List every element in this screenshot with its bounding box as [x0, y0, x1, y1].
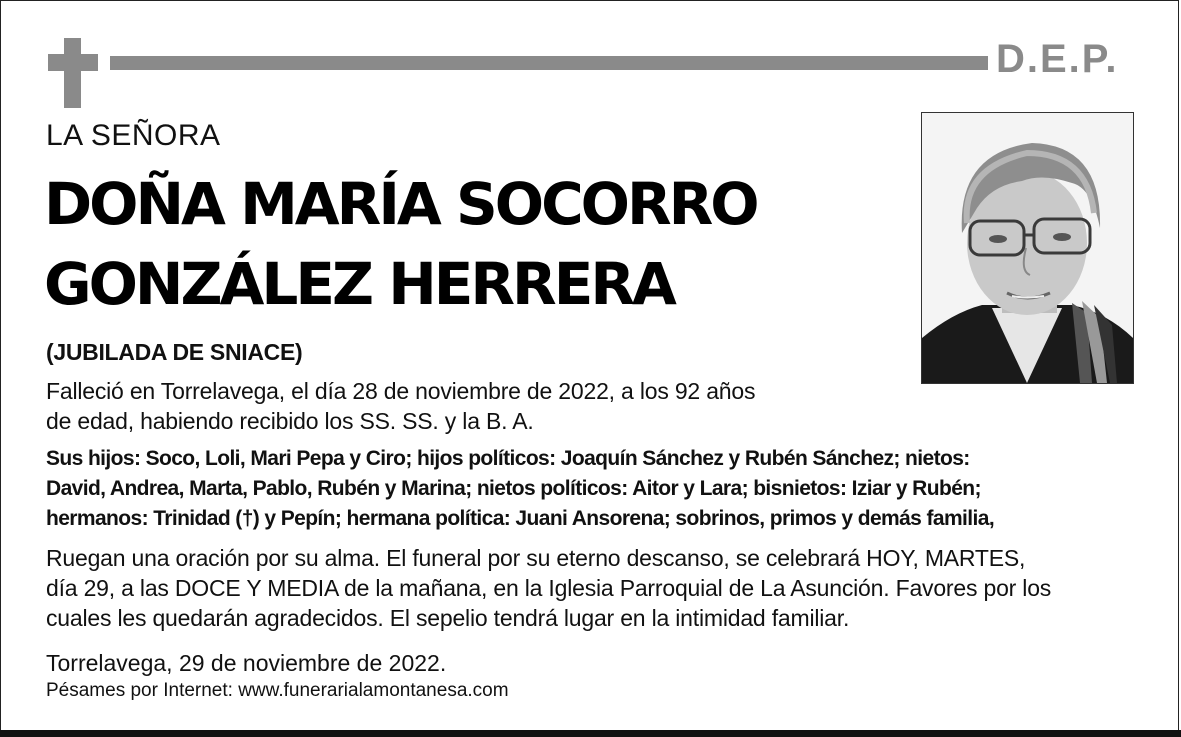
title-label: LA SEÑORA [46, 119, 221, 152]
funeral-details [46, 543, 1051, 633]
cross-icon-vertical [64, 38, 81, 108]
family-line: David, Andrea, Marta, Pablo, Rubén y Marina; nietos políticos: Aitor y Lara; bisnietos: Iziar y Rubén; [46, 477, 981, 500]
funeral-line: día 29, a las DOCE Y MEDIA de la mañana, en la Iglesia Parroquial de La Asunción. Favores por los [46, 575, 1052, 601]
dep-label: D.E.P. [996, 37, 1119, 81]
portrait-image [922, 113, 1133, 383]
bottom-border [0, 730, 1181, 737]
death-notice [46, 376, 755, 436]
death-notice-line: de edad, habiendo recibido los SS. SS. y la B. A. [46, 408, 534, 434]
death-notice-line: Falleció en Torrelavega, el día 28 de noviembre de 2022, a los 92 años [46, 378, 756, 404]
deceased-name-line2: GONZÁLEZ HERRERA [44, 250, 674, 318]
family-list [46, 444, 1136, 534]
deceased-name-line1: DOÑA MARÍA SOCORRO [44, 170, 757, 238]
funeral-line: cuales les quedarán agradecidos. El sepelio tendrá lugar en la intimidad familiar. [46, 605, 850, 631]
date-place: Torrelavega, 29 de noviembre de 2022. [46, 650, 447, 676]
portrait-photo [921, 112, 1134, 384]
family-line: hermanos: Trinidad (†) y Pepín; hermana política: Juani Ansorena; sobrinos, primos y demás familia, [46, 507, 995, 530]
cross-icon-horizontal [48, 54, 98, 71]
occupation: (JUBILADA DE SNIACE) [46, 339, 303, 365]
funeral-line: Ruegan una oración por su alma. El funeral por su eterno descanso, se celebrará HOY, MARTES, [46, 545, 1026, 571]
header-rule [110, 56, 988, 70]
condolences-website: Pésames por Internet: www.funerarialamontanesa.com [46, 680, 509, 701]
family-line: Sus hijos: Soco, Loli, Mari Pepa y Ciro; hijos políticos: Joaquín Sánchez y Rubén Sánchez; nietos: [46, 447, 970, 470]
